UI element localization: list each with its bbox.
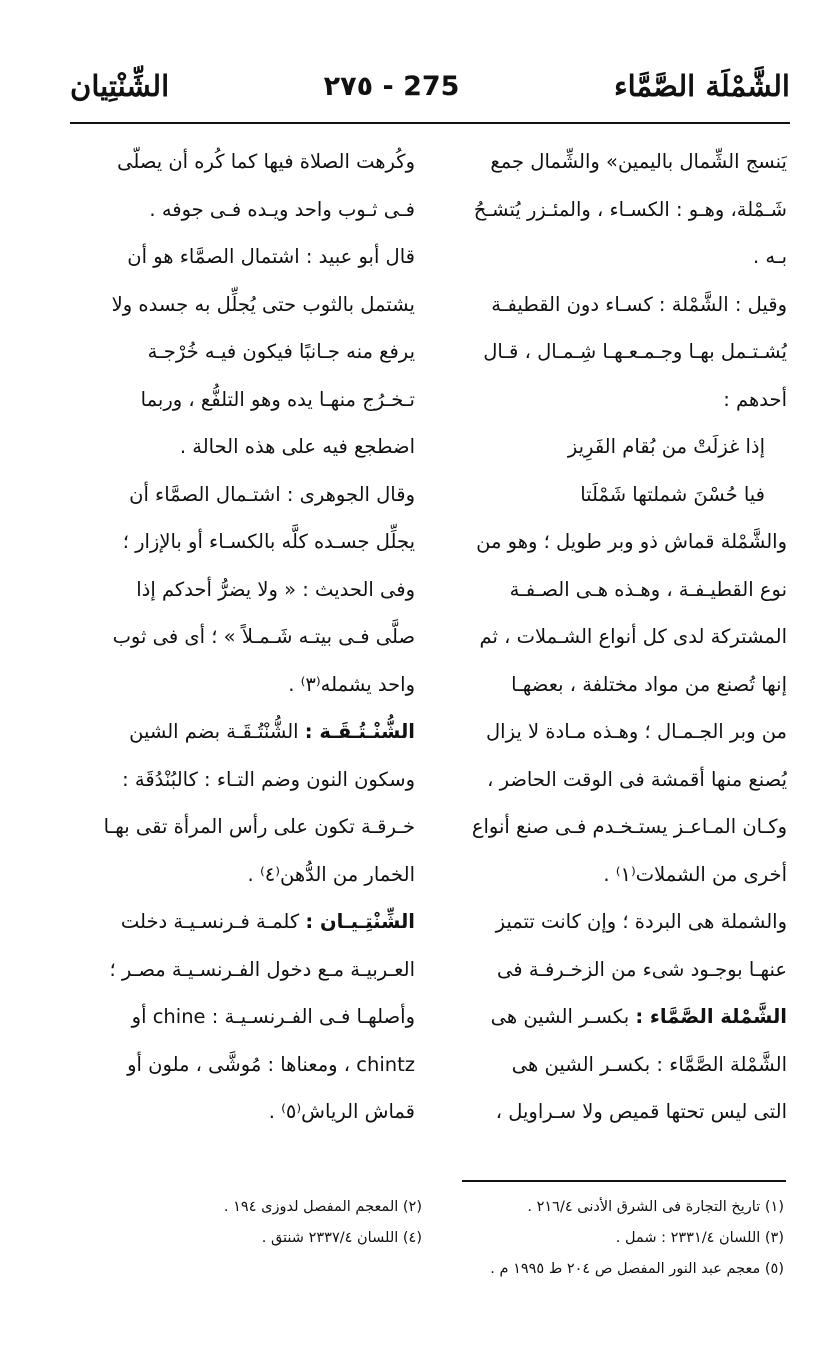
text-line: أخرى من الشملات⁽١⁾ .: [603, 862, 787, 886]
text-line: وكـان المـاعـز يستـخـدم فـى صنع أنواع: [471, 815, 787, 838]
right-column: [445, 138, 787, 1136]
text-line: chintz ، ومعناها : مُوشَّى ، ملون أو: [127, 1052, 415, 1076]
text-line: عنهـا بوجـود شىء من الزخـرفـة فى: [497, 957, 787, 981]
text-line: وكُرهت الصلاة فيها كما كُره أن يصلّى: [117, 150, 415, 173]
text-line: الخمار من الدُّهن⁽٤⁾ .: [247, 862, 415, 886]
footnote-2: (٢) المعجم المفصل لدوزى ١٩٤ .: [223, 1199, 422, 1215]
text-line: يرفع منه جـانبًا فيكون فيـه خُرْجـة: [147, 340, 415, 363]
text-line: [73, 708, 415, 756]
text-line: صلَّى فـى بيتـه شَـمـلاً » ؛ أى فى ثوب: [112, 625, 415, 648]
running-title-right: الشَّمْلَة الصَّمَّاء: [613, 69, 790, 103]
text-line: [73, 898, 415, 946]
text-line: يجلِّل جسـده كلَّه بالكسـاء أو بالإزار ؛: [122, 530, 415, 553]
text-line: خـرقـة تكون على رأس المرأة تقى بهـا: [103, 815, 415, 838]
text-line: وسكون النون وضم التـاء : كالبُنْدُقَة :: [122, 767, 415, 791]
text-line: قال أبو عبيد : اشتمال الصمَّاء هو أن: [127, 245, 415, 268]
text-line: وفى الحديث : « ولا يضرُّ أحدكم إذا: [136, 577, 415, 601]
footnote-4: (٤) اللسان ٢٣٣٧/٤ شنتق .: [261, 1230, 422, 1246]
text-line: الشَّمْلة الصَّمَّاء : بكسـر الشين هى: [511, 1052, 787, 1076]
entry-headword: الشِّنْتِـيـان :: [305, 910, 415, 933]
header-rule: [70, 122, 790, 124]
entry-headword: الشَّمْلة الصَّمَّاء :: [635, 1005, 787, 1028]
text-line: أحدهم :: [723, 387, 787, 411]
text-line: وقيل : الشَّمْلة : كسـاء دون القطيفـة: [491, 292, 787, 316]
entry-headword: الشُّنْـتُـقَـة :: [304, 720, 415, 743]
footnotes: [60, 1192, 784, 1285]
entry-definition-start: الشُّنْتُـقَـة بضم الشين: [129, 720, 305, 743]
text-line: والشملة هى البردة ؛ وإن كانت تتميز: [495, 910, 787, 933]
text-line: واحد يشمله⁽٣⁾ .: [288, 672, 415, 696]
footnote-rule: [462, 1180, 786, 1182]
text-line: اضطجع فيه على هذه الحالة .: [179, 435, 415, 458]
page-header: [70, 56, 790, 116]
text-line: إذا غزلَتْ من بُقام الفَرِيز: [567, 435, 765, 458]
footnote-1: (١) تاريخ التجارة فى الشرق الأدنى ٢١٦/٤ .: [527, 1199, 784, 1215]
text-line: يُصنع منها أقمشة فى الوقت الحاضر ،: [487, 767, 787, 791]
text-line: يُشـتـمل بهـا وجـمـعـهـا شِـمـال ، قـال: [483, 340, 787, 363]
text-line: تـخـرُج منهـا يده وهو التلفُّع ، وربما: [140, 387, 415, 411]
text-line: بـه .: [753, 245, 787, 268]
text-line: [445, 993, 787, 1041]
entry-definition-start: كلمـة فـرنسـيـة دخلت: [120, 910, 306, 933]
text-line: نوع القطيـفـة ، وهـذه هـى الصـفـة: [509, 577, 787, 601]
running-title-left: الشِّنْتِيان: [70, 69, 170, 103]
text-line: وأصلهـا فـى الفـرنسـيـة : chine أو: [131, 1005, 415, 1028]
text-line: والشَّمْلة قماش ذو وبر طويل ؛ وهو من: [476, 530, 787, 553]
text-line: يشتمل بالثوب حتى يُجلِّل به جسده ولا: [111, 292, 415, 316]
text-line: يَنسج الشِّمال باليمين» والشِّمال جمع: [490, 150, 787, 173]
text-line: فيا حُسْنَ شملتها شَمْلَتا: [580, 482, 765, 506]
text-line: فـى ثـوب واحد ويـده فـى جوفه .: [149, 197, 415, 221]
text-line: المشتركة لدى كل أنواع الشـملات ، ثم: [479, 625, 787, 648]
entry-definition-start: بكسـر الشين هى: [490, 1005, 636, 1028]
footnote-5: (٥) معجم عبد النور المفصل ص ٢٠٤ ط ١٩٩٥ م .: [490, 1261, 784, 1277]
left-column: [73, 138, 415, 1136]
page-number: ٢٧٥ - 275: [323, 70, 460, 102]
footnote-3: (٣) اللسان ٢٣٣١/٤ : شمل .: [615, 1230, 784, 1246]
text-line: من وبر الجـمـال ؛ وهـذه مـادة لا يزال: [486, 720, 787, 743]
text-line: وقال الجوهرى : اشتـمال الصمَّاء أن: [129, 482, 415, 506]
text-line: قماش الرياش⁽٥⁾ .: [268, 1100, 415, 1123]
text-line: إنها تُصنع من مواد مختلفة ، بعضهـا: [511, 672, 787, 696]
text-line: العـربيـة مـع دخول الفـرنسـيـة مصـر ؛: [109, 957, 415, 981]
text-line: شَـمْلة، وهـو : الكسـاء ، والمئـزر يُتشـحُ: [473, 197, 787, 221]
text-line: التى ليس تحتها قميص ولا سـراويل ،: [495, 1100, 787, 1123]
